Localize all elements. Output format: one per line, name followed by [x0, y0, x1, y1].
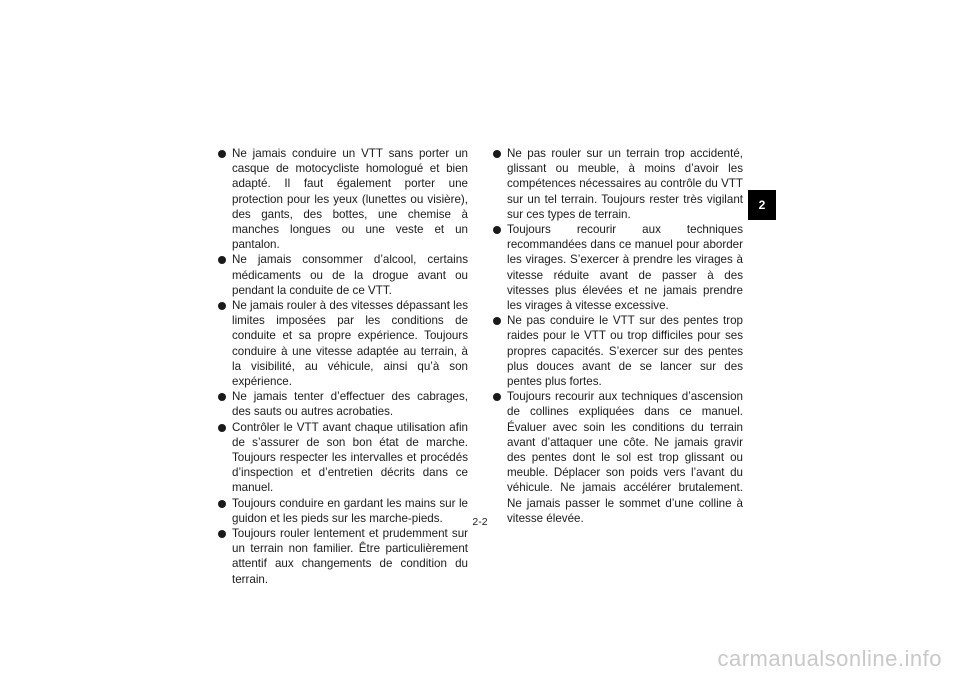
bullet-icon — [493, 150, 501, 158]
bullet-item — [218, 252, 468, 298]
bullet-text: Ne jamais tenter d’effectuer des cabrages, des sauts ou autres acrobaties. — [232, 390, 468, 419]
bullet-icon — [218, 393, 226, 401]
bullet-text: Ne jamais rouler à des vitesses dépassant les limites imposées par les conditions de conduite et sa propre expérience. Toujours conduire à une vitesse adaptée au terrain, à la visibilité, au véhicule, ainsi qu’à son expérience. — [232, 299, 468, 389]
bullet-item — [218, 496, 468, 526]
bullet-item — [493, 222, 743, 313]
bullet-text: Toujours recourir aux techniques d’ascension de collines expliquées dans ce manuel. Évaluer avec soin les conditions du terrain avant d’attaquer une côte. Ne jamais gravir des pentes dont le sol est trop glissant ou meuble. Déplacer son poids vers l’avant du véhicule. Ne jamais accélérer brutalement. Ne jamais passer le sommet d’une colline à vitesse élevée. — [507, 390, 743, 525]
bullet-icon — [493, 226, 501, 234]
bullet-text: Ne jamais consommer d’alcool, certains médicaments ou de la drogue avant ou pendant la conduite de ce VTT. — [232, 253, 468, 297]
chapter-tab: 2 — [748, 190, 776, 220]
bullet-icon — [218, 302, 226, 310]
bullet-text: Toujours conduire en gardant les mains sur le guidon et les pieds sur les marche-pieds. — [232, 496, 468, 525]
bullet-text: Toujours rouler lentement et prudemment sur un terrain non familier. Être particulièrement attentif aux changements de condition du terrain. — [232, 527, 468, 586]
bullet-item — [493, 389, 743, 526]
left-column — [218, 146, 468, 587]
bullet-item — [493, 146, 743, 222]
bullet-text: Ne jamais conduire un VTT sans porter un casque de motocycliste homologué et bien adapté. Il faut également porter une protection pour les yeux (lunettes ou visière), des gants, des bottes, une chemise à manches longues ou une veste et un pantalon. — [232, 147, 468, 252]
page-number: 2-2 — [472, 516, 488, 528]
bullet-item — [218, 526, 468, 587]
watermark: carmanualsonline.info — [717, 646, 942, 671]
bullet-icon — [493, 317, 501, 325]
bullet-icon — [218, 424, 226, 432]
bullet-text: Contrôler le VTT avant chaque utilisation afin de s’assurer de son bon état de marche. Toujours respecter les intervalles et procédés d’inspection et d’entretien décrits dans ce manuel. — [232, 420, 468, 495]
bullet-icon — [493, 393, 501, 401]
bullet-text: Ne pas conduire le VTT sur des pentes trop raides pour le VTT ou trop difficiles pour ses propres capacités. S’exercer sur des pentes plus douces avant de se lancer sur des pentes plus fortes. — [507, 314, 743, 389]
bullet-item — [218, 146, 468, 252]
bullet-item — [218, 298, 468, 389]
bullet-icon — [218, 530, 226, 538]
bullet-text: Ne pas rouler sur un terrain trop accidenté, glissant ou meuble, à moins d’avoir les compétences nécessaires au contrôle du VTT sur un tel terrain. Toujours rester très vigilant sur ces types de terrain. — [507, 147, 743, 221]
bullet-icon — [218, 256, 226, 264]
bullet-icon — [218, 500, 226, 508]
bullet-text: Toujours recourir aux techniques recommandées dans ce manuel pour aborder les virages. S’exercer à prendre les virages à vitesse réduite avant de passer à des vitesses plus élevées et ne jamais prendre les virages à vitesse excessive. — [507, 223, 743, 313]
bullet-item — [493, 313, 743, 389]
bullet-item — [218, 389, 468, 419]
right-column — [493, 146, 743, 526]
bullet-item — [218, 420, 468, 496]
bullet-icon — [218, 150, 226, 158]
